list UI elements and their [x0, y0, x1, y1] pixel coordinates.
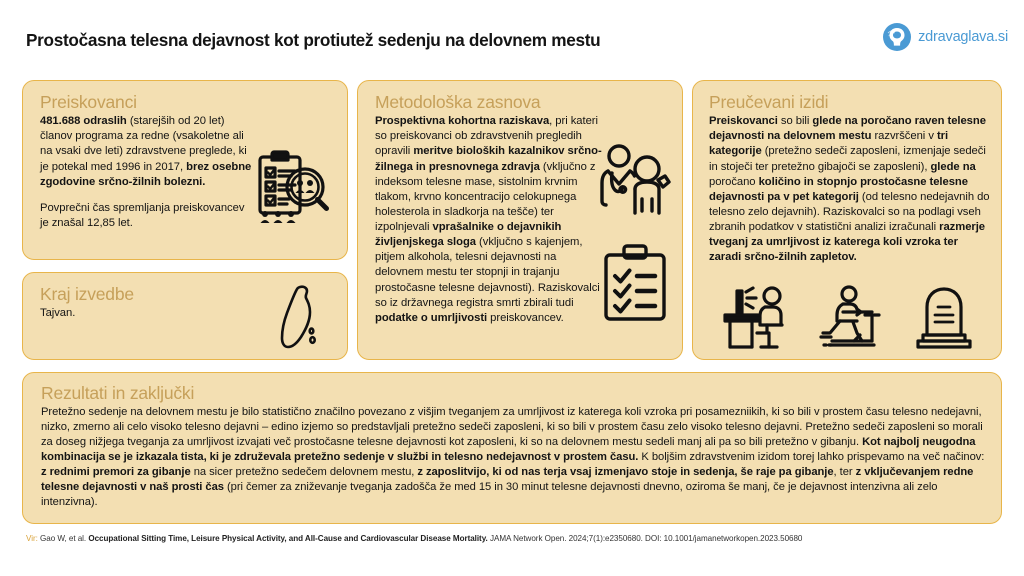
card-method [357, 80, 683, 360]
logo-text: zdravaglava.si [918, 29, 1008, 45]
person-sitting-at-desk-icon [721, 285, 791, 351]
person-running-treadmill-icon [816, 285, 888, 351]
card-outcomes-paragraph-1: Preiskovanci so bili glede na poročano raven telesne dejavnosti na delovnem mestu razvrščeni v tri kategorije (pretežno sedeči zaposleni, izmenjaje sedeči in stoječi ter pretežno gibajoči se zaposleni), glede na poročano količino in stopnjo prostočasne telesne dejavnosti pa v pet kategorij (od telesno nedejavnih do telesno zelo dejavnih). Raziskovalci so na podlagi vseh zbranih podatkov v statistični analizi izračunali razmerje tveganj za umrljivost iz katerega koli vzroka ter zaradi srčno-žilnih zapletov. [709, 115, 990, 264]
card-results [22, 372, 1002, 524]
source-citation [26, 534, 802, 543]
card-results-title: Rezultati in zaključki [41, 383, 195, 403]
head-silhouette-logo-icon [882, 22, 912, 52]
taiwan-map-outline-icon [271, 283, 323, 355]
header [0, 0, 1024, 68]
source-label: Vir: [26, 534, 38, 543]
source-article-title: Occupational Sitting Time, Leisure Physical Activity, and All-Cause and Cardiovascular Disease Mortality. [88, 534, 488, 543]
gravestone-icon [913, 285, 975, 351]
card-results-paragraph-1: Pretežno sedenje na delovnem mestu je bilo statistično značilno povezano z višjim tveganjem za umrljivost iz katerega koli vzroka pri posamezniikih, ki so bili v prostem času telesno nedejavni, nizko, zmerno ali celo visoko telesno dejavni – edino izjemo so predstavljali pretežno sedeči zaposleni, ki so bili v prostem času zelo visoko telesno dejavni. Pretežno sedeči zaposleni so morali za doseg nižjega tveganja za umrljivost izvajati več prostočasne telesne dejavnosti kot zaposleni, ki so na delovnem mestu sedeli manj ali pa so bili pretežno v gibanju. Kot najbolj neugodna kombinacija se je izkazala tista, ki je združevala pretežno sedenje v službi in telesno nedejavnost v prostem času. K boljšim zdravstvenim izidom torej lahko prispevamo na več načinov: z rednimi premori za gibanje na sicer pretežno sedečem delovnem mestu, z zaposlitvijo, ki od nas terja vsaj izmenjavo stoje in sedenja, še raje pa gibanje, ter z vključevanjem redne telesne dejavnosti v naš prosti čas (pri čemer za zniževanje tveganja zadošča že med 15 in 30 minut telesne dejavnosti dnevno, oziroma še manj, če je dejavnost intenzivna ali zelo intenzivna). [41, 406, 985, 508]
card-location [22, 272, 348, 360]
card-subjects-paragraph-2: Povprečni čas spremljanja preiskovancev je znašal 12,85 let. [40, 201, 245, 229]
clipboard-checklist-magnifier-people-icon [249, 143, 335, 229]
clipboard-checkmarks-icon [602, 241, 668, 323]
source-authors: Gao W, et al. [40, 534, 87, 543]
card-method-title: Metodološka zasnova [375, 92, 541, 112]
card-location-title: Kraj izvedbe [40, 284, 134, 304]
card-method-body [375, 114, 606, 326]
card-subjects-title: Preiskovanci [40, 92, 137, 112]
page-title: Prostočasna telesna dejavnost kot protiutež sedenju na delovnem mestu [26, 30, 601, 50]
card-method-paragraph-1: Prospektivna kohortna raziskava, pri kateri so preiskovanci ob zdravstvenih pregledih opravili meritve bioloških kazalnikov srčno-žilnega in presnovnega zdravja (vključno z indeksom telesne mase, sistolnim krvnim tlakom, krvno koncentracijo celokupnega holesterola in sladkorja na tešče) ter izpolnjevali vprašalnike o dejavnikih življenjskega sloga (vključno s kajenjem, pitjem alkohola, telesni dejavnosti na delovnem mestu ter stopnji in trajanju prostočasne telesne dejavnosti). Raziskovalci so iz državnega registra smrti zbirali tudi podatke o umrljivosti preiskovancev. [375, 115, 602, 324]
brand-logo[interactable] [882, 22, 1008, 52]
card-subjects-paragraph-1: 481.688 odraslih (starejših od 20 let) članov programa za redne (vsakoletne ali na vsaki dve leti) zdravstvene preglede, ki je potekal med 1996 in 2017, brez osebne zgodovine srčno-žilnih bolezni. [40, 115, 252, 188]
source-journal: JAMA Network Open. 2024;7(1):e2350680. DOI: 10.1001/jamanetworkopen.2023.50680 [489, 534, 803, 543]
card-subjects [22, 80, 348, 260]
card-subjects-body [40, 114, 254, 231]
card-results-body [41, 405, 985, 510]
card-outcomes-title: Preučevani izidi [709, 92, 829, 112]
card-outcomes [692, 80, 1002, 360]
card-location-paragraph-1: Tajvan. [40, 307, 76, 320]
doctor-and-patient-icon [595, 143, 673, 221]
card-outcomes-icon-row [709, 281, 987, 351]
card-outcomes-body [709, 114, 991, 265]
